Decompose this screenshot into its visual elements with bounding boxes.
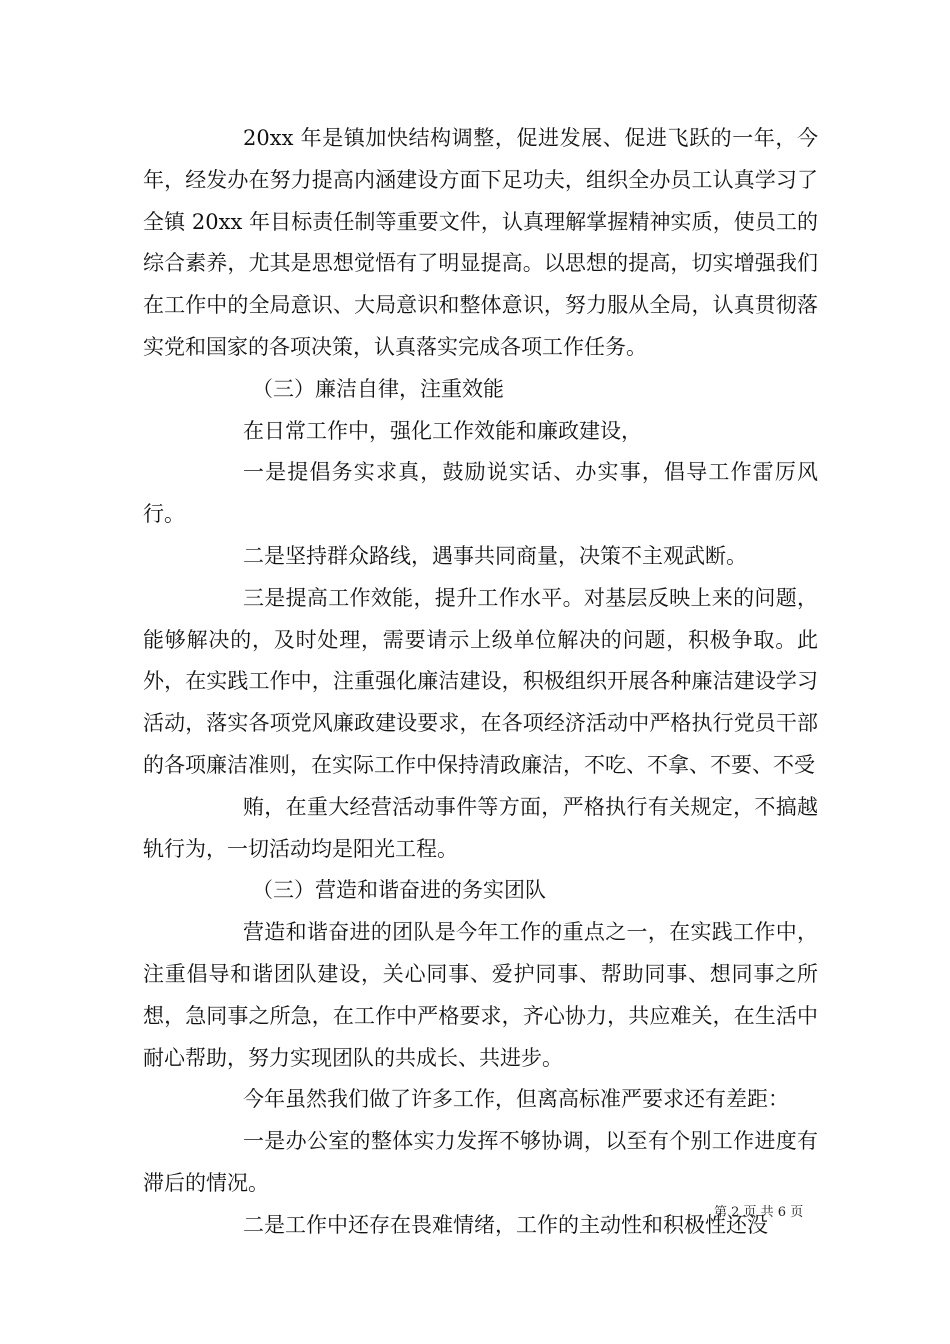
paragraph-point-three: 三是提高工作效能，提升工作水平。对基层反映上来的问题，能够解决的，及时处理，需要请示上级单位解决的问题，积极争取。此外，在实践工作中，注重强化廉洁建设，积极组织开展各种廉洁建设学习活动，落实各项党风廉政建设要求，在各项经济活动中严格执行党员干部的各项廉洁准则，在实际工作中保持清政廉洁，不吃、不拿、不要、不受	[143, 585, 818, 777]
paragraph-intro: 20xx 年是镇加快结构调整，促进发展、促进飞跃的一年，今年，经发办在努力提高内涵建设方面下足功夫，组织全办员工认真学习了全镇 20xx 年目标责任制等重要文件，认真理解掌握精神实质，使员工的综合素养，尤其是思想觉悟有了明显提高。以思想的提高，切实增强我们在工作中的全局意识、大局意识和整体意识，努力服从全局，认真贯彻落实党和国家的各项决策，认真落实完成各项工作任务。	[143, 126, 818, 359]
paragraph-shortcomings: 今年虽然我们做了许多工作，但离高标准严要求还有差距：	[243, 1087, 789, 1112]
page-number: 第 2 页 共 6 页	[714, 1205, 804, 1220]
section-heading-team: （三）营造和谐奋进的务实团队	[252, 878, 546, 903]
paragraph-shortcoming-two: 二是工作中还存在畏难情绪，工作的主动性和积极性还没	[243, 1212, 768, 1237]
section-heading-integrity: （三）廉洁自律，注重效能	[252, 376, 504, 401]
body-text	[143, 118, 818, 1247]
paragraph-daily-work: 在日常工作中，强化工作效能和廉政建设，	[243, 418, 642, 443]
paragraph-continuation: 贿，在重大经营活动事件等方面，严格执行有关规定，不搞越轨行为，一切活动均是阳光工程。	[143, 794, 818, 861]
paragraph-point-one: 一是提倡务实求真，鼓励说实话、办实事，倡导工作雷厉风行。	[143, 460, 818, 527]
paragraph-team: 营造和谐奋进的团队是今年工作的重点之一，在实践工作中，注重倡导和谐团队建设，关心同事、爱护同事、帮助同事、想同事之所想，急同事之所急，在工作中严格要求，齐心协力，共应难关，在生活中耐心帮助，努力实现团队的共成长、共进步。	[143, 920, 818, 1070]
paragraph-point-two: 二是坚持群众路线，遇事共同商量，决策不主观武断。	[243, 543, 747, 568]
paragraph-shortcoming-one: 一是办公室的整体实力发挥不够协调，以至有个别工作进度有滞后的情况。	[143, 1129, 818, 1195]
